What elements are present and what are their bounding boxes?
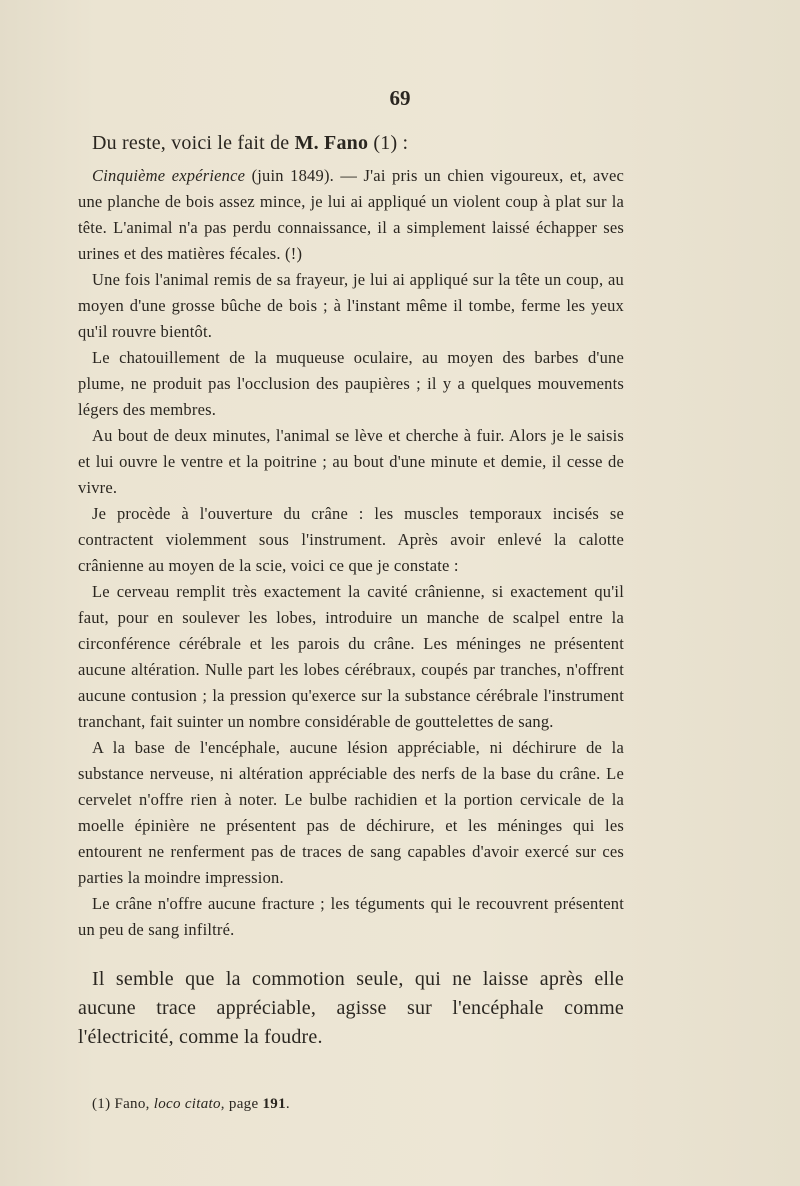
paragraph: Le chatouillement de la muqueuse oculaire, au moyen des barbes d'une plume, ne produit pas l'occlusion des paupières ; il y a quelques mouvements légers des membres.	[78, 348, 624, 419]
paragraph: Le crâne n'offre aucune fracture ; les téguments qui le recouvrent présentent un peu de sang infiltré.	[78, 894, 624, 939]
experiment-caption: Cinquième expérience	[92, 166, 246, 185]
lead-prefix: Du reste, voici le fait de	[92, 132, 295, 154]
paragraph: Au bout de deux minutes, l'animal se lève et cherche à fuir. Alors je le saisis et lui ouvre le ventre et la poitrine ; au bout d'une minute et demie, il cesse de vivre.	[78, 426, 624, 497]
paragraph: Je procède à l'ouverture du crâne : les muscles temporaux incisés se contractent violemment sous l'instrument. Après avoir enlevé la calotte crânienne au moyen de la scie, voici ce que je constate :	[78, 504, 624, 575]
paragraph-text: (juin 1849). — J'ai pris un chien vigoureux, et, avec une planche de bois assez mince, je lui ai appliqué un violent coup à plat sur la tête. L'animal n'a pas perdu connaissance, il a simplement laissé échapper ses urines et des matières fécales. (!)	[78, 166, 624, 263]
page-number: 69	[389, 86, 411, 110]
footnote-page-prefix: , page	[220, 1096, 263, 1112]
conclusion-paragraph: Il semble que la commotion seule, qui ne laisse après elle aucune trace appréciable, agisse sur l'encéphale comme l'électricité, comme la foudre.	[78, 968, 624, 1048]
footnote-marker: (1)	[92, 1096, 111, 1112]
lead-sentence	[78, 130, 624, 157]
paragraph-experiment	[78, 163, 624, 267]
body-text	[78, 130, 624, 1052]
paragraph: Une fois l'animal remis de sa frayeur, je lui ai appliqué sur la tête un coup, au moyen d'une grosse bûche de bois ; à l'instant même il tombe, ferme les yeux qu'il rouvre bientôt.	[78, 270, 624, 341]
lead-author: M. Fano	[294, 132, 369, 154]
footnote-page: 191	[262, 1096, 286, 1112]
paragraph: Le cerveau remplit très exactement la cavité crânienne, si exactement qu'il faut, pour en soulever les lobes, introduire un manche de scalpel entre la circonférence cérébrale et les parois du crâne. Les méninges ne présentent aucune altération. Nulle part les lobes cérébraux, coupés par tranches, n'offrent aucune contusion ; la pression qu'exerce sur la substance cérébrale l'instrument tranchant, fait suinter un nombre considérable de gouttelettes de sang.	[78, 582, 624, 731]
paragraph: A la base de l'encéphale, aucune lésion appréciable, ni déchirure de la substance nerveuse, ni altération appréciable des nerfs de la base du crâne. Le cervelet n'offre rien à noter. Le bulbe rachidien et la portion cervicale de la moelle épinière ne présentent pas de déchirure, et les méninges qui les entourent ne renferment pas de traces de sang capables d'avoir exercé sur ces parties la moindre impression.	[78, 738, 624, 887]
footnote-work: loco citato	[153, 1096, 221, 1112]
footnote-author: Fano,	[110, 1096, 154, 1112]
footnote	[92, 1096, 290, 1113]
lead-suffix: (1) :	[368, 132, 409, 154]
footnote-end: .	[285, 1096, 290, 1112]
